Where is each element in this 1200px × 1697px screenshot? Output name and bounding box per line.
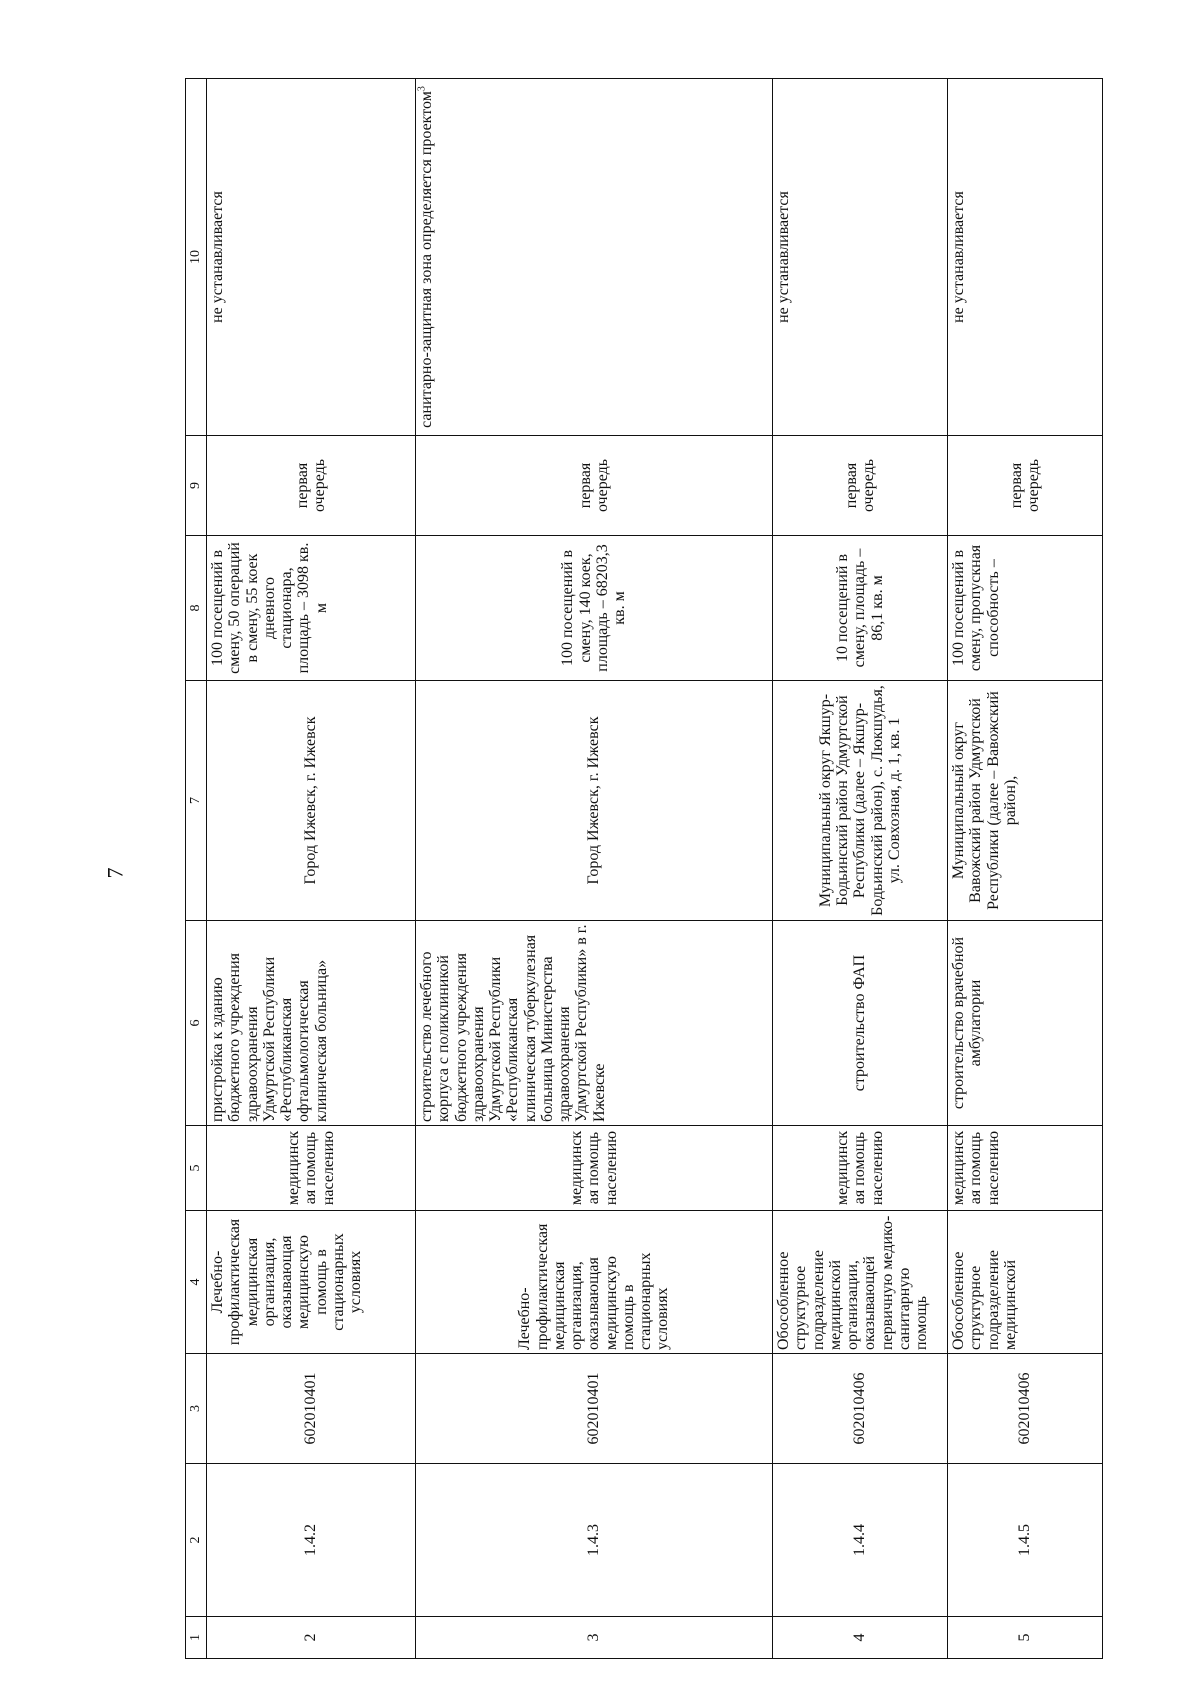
object-code: 602010401	[416, 1354, 773, 1464]
column-number-row	[186, 79, 207, 1659]
object-type: Лечебно-профилактическая медицинская организация, оказывающая медицинскую помощь в стационарных условиях	[207, 1211, 416, 1354]
object-code: 602010406	[773, 1354, 948, 1464]
object-location: Город Ижевск, г. Ижевск	[207, 681, 416, 921]
planning-table	[185, 78, 1103, 1659]
object-type: Обособленное структурное подразделение медицинской организации, оказывающей первичную медико-санитарную помощь	[773, 1211, 948, 1354]
col-header-5: 5	[186, 1126, 207, 1211]
object-name: строительство лечебного корпуса с поликлиникой бюджетного учреждения здравоохранения Удмуртской Республики «Республиканская клиническая туберкулезная больница Министерства здравоохранения Удмуртской Республики» в г. Ижевске	[416, 921, 773, 1126]
object-characteristics: 100 посещений в смену, 140 коек, площадь – 68203,3 кв. м	[416, 536, 773, 681]
object-purpose: медицинская помощь населению	[416, 1126, 773, 1211]
object-name: строительство врачебной амбулатории	[948, 921, 1103, 1126]
object-name: пристройка к зданию бюджетного учреждения здравоохранения Удмуртской Республики «Республиканская офтальмологическая клиническая больница»	[207, 921, 416, 1126]
row-number: 2	[207, 1617, 416, 1659]
implementation-stage: первая очередь	[416, 436, 773, 536]
object-location: Муниципальный округ Якшур-Бодьинский район Удмуртской Республики (далее – Якшур-Бодьинский район), с. Люкшудья, ул. Совхозная, д. 1, кв. 1	[773, 681, 948, 921]
object-number: 1.4.3	[416, 1464, 773, 1617]
col-header-3: 3	[186, 1354, 207, 1464]
object-purpose: медицинская помощь населению	[773, 1126, 948, 1211]
protection-zone-text: санитарно-защитная зона определяется проектом	[418, 91, 435, 428]
object-characteristics: 100 посещений в смену, 50 операций в смену, 55 коек дневного стационара, площадь – 3098 кв. м	[207, 536, 416, 681]
page-number: 7	[102, 867, 128, 879]
protection-zone	[416, 79, 773, 436]
object-purpose: медицинская помощь населению	[948, 1126, 1103, 1211]
implementation-stage: первая очередь	[773, 436, 948, 536]
protection-zone: не устанавливается	[773, 79, 948, 436]
row-number: 4	[773, 1617, 948, 1659]
object-location: Город Ижевск, г. Ижевск	[416, 681, 773, 921]
table-rotator	[185, 79, 1101, 1659]
protection-zone: не устанавливается	[207, 79, 416, 436]
object-purpose: медицинская помощь населению	[207, 1126, 416, 1211]
col-header-8: 8	[186, 536, 207, 681]
col-header-7: 7	[186, 681, 207, 921]
row-number: 3	[416, 1617, 773, 1659]
implementation-stage: первая очередь	[207, 436, 416, 536]
object-characteristics: 100 посещений в смену, пропускная способность –	[948, 536, 1103, 681]
col-header-10: 10	[186, 79, 207, 436]
footnote-mark: 3	[416, 86, 428, 92]
object-number: 1.4.4	[773, 1464, 948, 1617]
table-rotated-container	[185, 79, 1101, 1659]
object-name: строительство ФАП	[773, 921, 948, 1126]
object-code: 602010406	[948, 1354, 1103, 1464]
col-header-6: 6	[186, 921, 207, 1126]
row-number: 5	[948, 1617, 1103, 1659]
implementation-stage: первая очередь	[948, 436, 1103, 536]
col-header-4: 4	[186, 1211, 207, 1354]
object-characteristics: 10 посещений в смену, площадь – 86,1 кв. м	[773, 536, 948, 681]
object-code: 602010401	[207, 1354, 416, 1464]
object-type: Обособленное структурное подразделение медицинской	[948, 1211, 1103, 1354]
object-number: 1.4.2	[207, 1464, 416, 1617]
table-row	[207, 79, 416, 1659]
col-header-2: 2	[186, 1464, 207, 1617]
table-row	[416, 79, 773, 1659]
object-type: Лечебно-профилактическая медицинская организация, оказывающая медицинскую помощь в стационарных условиях	[416, 1211, 773, 1354]
protection-zone: не устанавливается	[948, 79, 1103, 436]
col-header-9: 9	[186, 436, 207, 536]
object-number: 1.4.5	[948, 1464, 1103, 1617]
col-header-1: 1	[186, 1617, 207, 1659]
table-row	[948, 79, 1103, 1659]
table-row	[773, 79, 948, 1659]
object-location: Муниципальный округ Вавожский район Удмуртской Республики (далее – Вавожский район),	[948, 681, 1103, 921]
